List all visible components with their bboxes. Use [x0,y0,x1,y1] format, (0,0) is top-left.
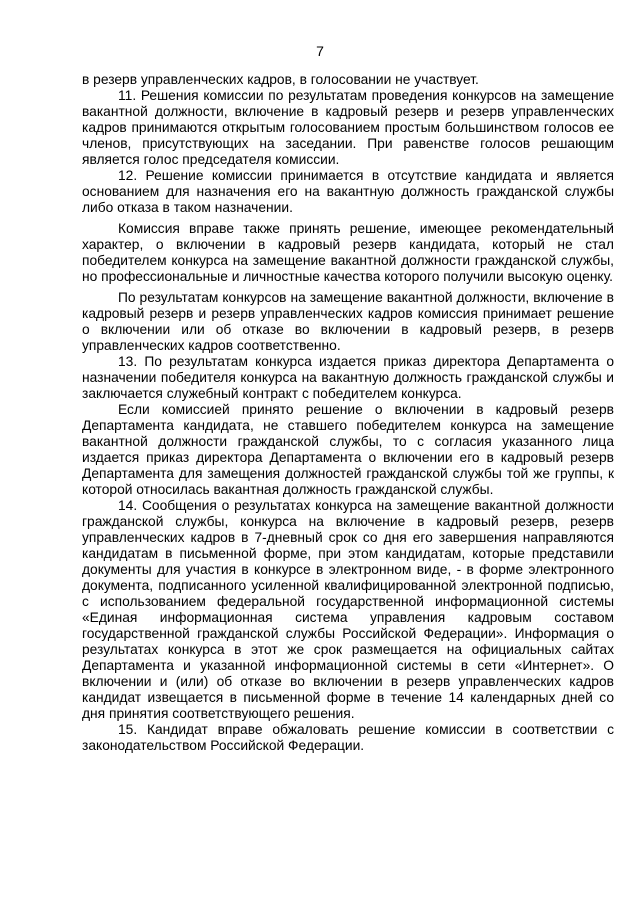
paragraph-reserve-order: Если комиссией принято решение о включении в кадровый резерв Департамента кандидата, не ставшего победителем конкурса на замещение вакантной должности гражданской службы, то с согласия указанного лица издается приказ директора Департамента о включении его в кадровый резерв Департамента для замещения должностей гражданской службы той же группы, к которой относилась вакантная должность гражданской службы. [82,402,614,497]
paragraph-item-14: 14. Сообщения о результатах конкурса на замещение вакантной должности гражданской службы, конкурса на включение в кадровый резерв, резерв управленческих кадров в 7-дневный срок со дня его завершения направляются кандидатам в письменной форме, при этом кандидатам, которые представили документы для участия в конкурсе в электронном виде, - в форме электронного документа, подписанного усиленной квалифицированной электронной подписью, с использованием федеральной государственной информационной системы «Единая информационная система управления кадровым составом государственной гражданской службы Российской Федерации». Информация о результатах конкурса в этот же срок размещается на официальных сайтах Департамента и указанной информационной системы в сети «Интернет». О включении и (или) об отказе во включении в резерв управленческих кадров кандидат извещается в письменной форме в течение 14 календарных дней со дня принятия соответствующего решения. [82,498,614,721]
paragraph-item-11: 11. Решения комиссии по результатам проведения конкурсов на замещение вакантной должности, включение в кадровый резерв и резерв управленческих кадров принимаются открытым голосованием простым большинством голосов ее членов, присутствующих на заседании. При равенстве голосов решающим является голос председателя комиссии. [82,88,614,167]
paragraph-recommendation: Комиссия вправе также принять решение, имеющее рекомендательный характер, о включении в кадровый резерв кандидата, который не стал победителем конкурса на замещение вакантной должности гражданской службы, но профессиональные и личностные качества которого получили высокую оценку. [82,221,614,284]
paragraph-item-15: 15. Кандидат вправе обжаловать решение комиссии в соответствии с законодательством Российской Федерации. [82,722,614,753]
paragraph-item-13: 13. По результатам конкурса издается приказ директора Департамента о назначении победителя конкурса на вакантную должность гражданской службы и заключается служебный контракт с победителем конкурса. [82,354,614,401]
page-number: 7 [316,43,324,59]
paragraph-item-12: 12. Решение комиссии принимается в отсутствие кандидата и является основанием для назначения его на вакантную должность гражданской службы либо отказа в таком назначении. [82,168,614,215]
paragraph-reserve-decision: По результатам конкурсов на замещение вакантной должности, включение в кадровый резерв и резерв управленческих кадров комиссия принимает решение о включении или об отказе во включении в кадровый резерв, в резерв управленческих кадров соответственно. [82,290,614,353]
document-body [82,72,614,754]
paragraph-continuation: в резерв управленческих кадров, в голосовании не участвует. [82,72,479,87]
